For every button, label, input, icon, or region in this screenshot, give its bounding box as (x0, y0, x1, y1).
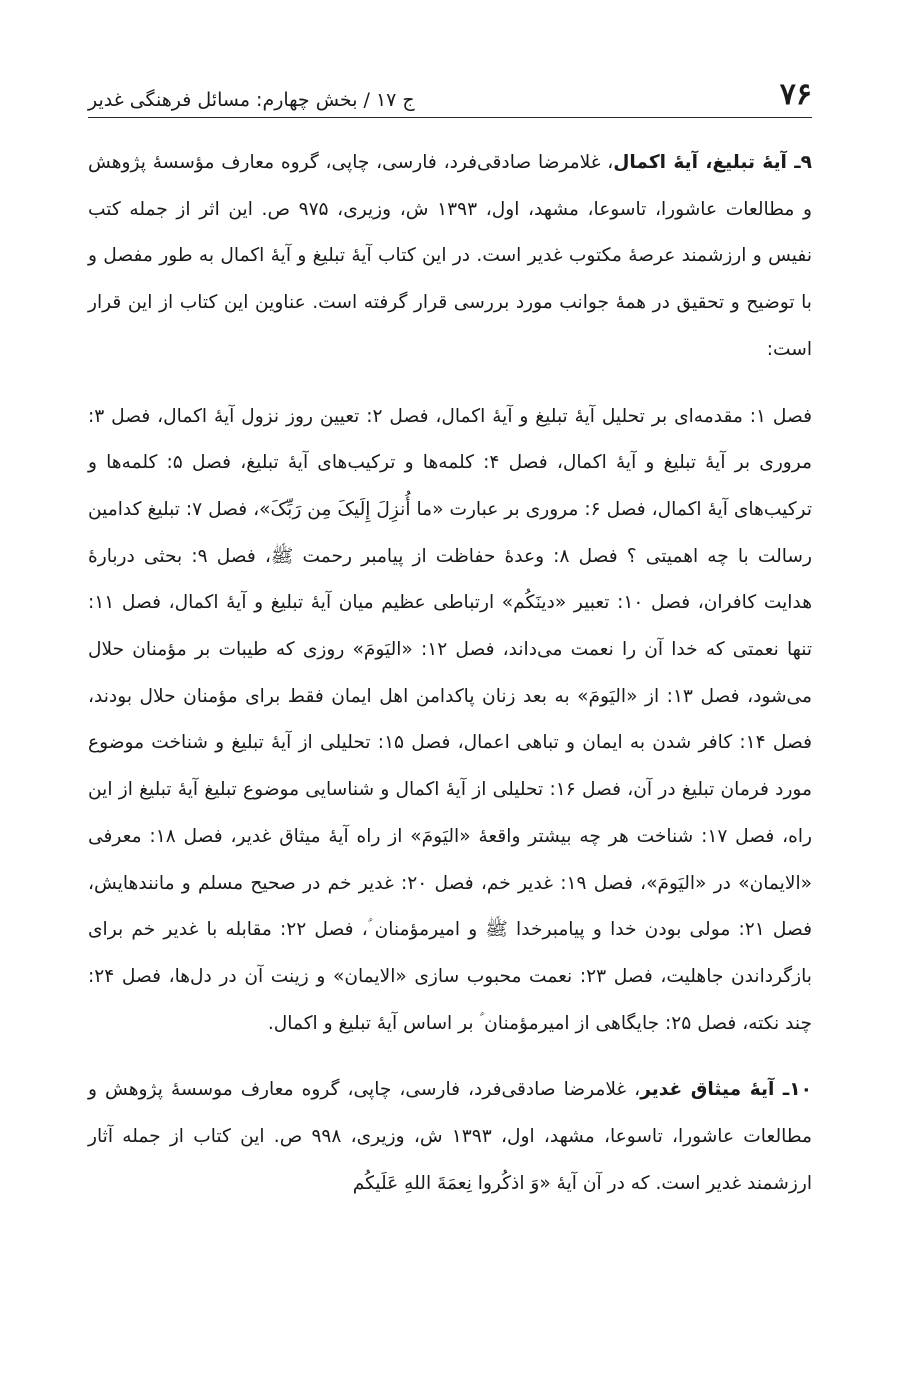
chapter-list-paragraph (88, 394, 812, 1048)
header-divider (88, 117, 812, 118)
page-header (88, 68, 812, 110)
chapter-list: فصل ۱: مقدمه‌ای بر تحلیل آیهٔ تبلیغ و آیهٔ اکمال، فصل ۲: تعیین روز نزول آیهٔ اکمال، فصل ۳: مروری بر آیهٔ تبلیغ و آیهٔ اکمال، فصل ۴: کلمه‌ها و ترکیب‌های آیهٔ تبلیغ، فصل ۵: کلمه‌ها و ترکیب‌های آیهٔ اکمال، فصل ۶: مروری بر عبارت «ما أُنزِلَ إِلَیکَ مِن رَبِّکَ»، فصل ۷: تبلیغ کدامین رسالت با چه اهمیتی ؟ فصل ۸: وعدهٔ حفاظت از پیامبر رحمت ﷺ، فصل ۹: بحثی دربارهٔ هدایت کافران، فصل ۱۰: تعبیر «دینَکُم» ارتباطی عظیم میان آیهٔ تبلیغ و آیهٔ اکمال، فصل ۱۱: تنها نعمتی که خدا آن را نعمت می‌داند، فصل ۱۲: «الیَومَ» روزی که طیبات بر مؤمنان حلال می‌شود، فصل ۱۳: از «الیَومَ» به بعد زنان پاکدامن اهل ایمان فقط برای مؤمنان حلال بودند، فصل ۱۴: کافر شدن به ایمان و تباهی اعمال، فصل ۱۵: تحلیلی از آیهٔ تبلیغ و شناخت موضوع مورد فرمان تبلیغ در آن، فصل ۱۶: تحلیلی از آیهٔ اکمال و شناسایی موضوع تبلیغ آیهٔ تبلیغ از این راه، فصل ۱۷: شناخت هر چه بیشتر واقعهٔ «الیَومَ» از راه آیهٔ میثاق غدیر، فصل ۱۸: معرفی «الایمان» در «الیَومَ»، فصل ۱۹: غدیر خم، فصل ۲۰: غدیر خم در صحیح مسلم و مانندهایش، فصل ۲۱: مولی بودن خدا و پیامبرخدا ﷺ و امیرمؤمنان ؑ، فصل ۲۲: مقابله با غدیر خم برای بازگرداندن جاهلیت، فصل ۲۳: نعمت محبوب سازی «الایمان» و زینت آن در دل‌ها، فصل ۲۴: چند نکته، فصل ۲۵: جایگاهی از امیرمؤمنان ؑ بر اساس آیهٔ تبلیغ و اکمال. (88, 405, 813, 1034)
entry-paragraph (88, 140, 812, 374)
entry-heading: ۹ـ آیهٔ تبلیغ، آیهٔ اکمال (613, 152, 813, 173)
entry-heading: ۱۰ـ آیهٔ میثاق غدیر (640, 1079, 812, 1101)
page-number: ۷۶ (779, 77, 812, 112)
entry-body: ، غلامرضا صادقی‌فرد، فارسی، چاپی، گروه معارف موسسهٔ پژوهش و مطالعات عاشورا، تاسوعا، مشهد، اول، ۱۳۹۳ ش، وزیری، ۹۹۸ ص. این کتاب از جمله آثار ارزشمند غدیر است. که در آن آیهٔ «وَ اذکُروا نِعمَةَ اللهِ عَلَیکُم (88, 1079, 812, 1194)
entry-body: ، غلامرضا صادقی‌فرد، فارسی، چاپی، گروه معارف مؤسسهٔ پژوهش و مطالعات عاشورا، تاسوعا، مشهد، اول، ۱۳۹۳ ش، وزیری، ۹۷۵ ص. این اثر از جمله کتب نفیس و ارزشمند عرصهٔ مکتوب غدیر است. در این کتاب آیهٔ تبلیغ و آیهٔ اکمال به طور مفصل و با توضیح و تحقیق در همهٔ جوانب مورد بررسی قرار گرفته است. عناوین این کتاب از این قرار است: (88, 152, 812, 360)
entry-paragraph (88, 1067, 812, 1207)
running-head: ج ۱۷ / بخش چهارم: مسائل فرهنگی غدیر (88, 89, 415, 111)
body-text (88, 140, 812, 1207)
